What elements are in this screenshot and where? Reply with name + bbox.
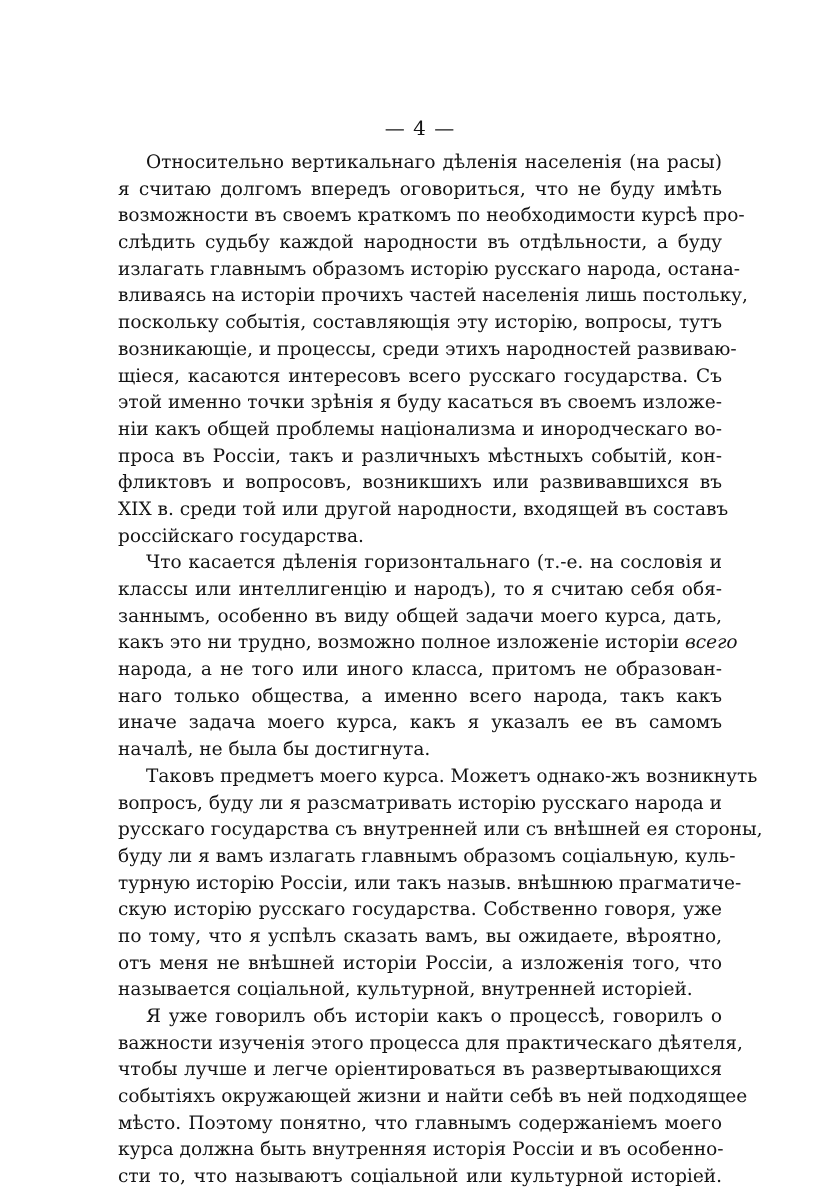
text-line: ніи какъ общей проблемы націонализма и инородческаго во- (118, 418, 722, 440)
text-line: называется соціальной, культурной, внутренней исторіей. (118, 979, 693, 1001)
text-line: проса въ Россіи, такъ и различныхъ мѣстныхъ событій, кон- (118, 445, 722, 467)
text-line: XIX в. среди той или другой народности, входящей въ составъ (118, 498, 729, 520)
italic-word: всего (685, 632, 738, 654)
text-line: поскольку событія, составляющія эту исторію, вопросы, тутъ (118, 312, 722, 334)
text-line: скую исторію русскаго государства. Собственно говоря, уже (118, 899, 722, 921)
text-line: по тому, что я успѣлъ сказать вамъ, вы ожидаете, вѣроятно, (118, 925, 722, 947)
paragraph-3 (118, 764, 763, 1004)
text-line: важности изученія этого процесса для практическаго дѣятеля, (118, 1032, 743, 1054)
text-line: возможности въ своемъ краткомъ по необходимости курсѣ про- (118, 205, 745, 227)
text-line: классы или интеллигенцію и народъ), то я считаю себя обя- (118, 579, 722, 600)
text-segment: какъ это ни трудно, возможно полное изложеніе исторіи (118, 632, 680, 654)
text-line: вопросъ, буду ли я разсматривать исторію русскаго народа и (118, 792, 722, 814)
text-line: Таковъ предметъ моего курса. Можетъ однако-жъ возникнуть (146, 765, 758, 787)
text-line: курса должна быть внутренняя исторія Россіи и въ особенно- (118, 1139, 724, 1161)
paragraph-4 (118, 1004, 748, 1191)
paragraph-2 (118, 550, 738, 764)
text-line: вливаясь на исторіи прочихъ частей населенія лишь постольку, (118, 285, 748, 307)
text-line: заннымъ, особенно въ виду общей задачи моего курса, дать, (118, 605, 722, 627)
text-line: буду ли я вамъ излагать главнымъ образомъ соціальную, куль- (118, 845, 736, 867)
text-line: слѣдить судьбу каждой народности въ отдѣльности, а буду (118, 232, 722, 254)
text-line: россійскаго государства. (118, 525, 364, 547)
text-body (118, 150, 763, 1191)
page-number: — 4 — (384, 116, 456, 140)
text-line-with-italic (118, 630, 738, 657)
text-line: иначе задача моего курса, какъ я указалъ ее въ самомъ (118, 712, 722, 734)
text-line: фликтовъ и вопросовъ, возникшихъ или развивавшихся въ (118, 472, 722, 494)
text-line: этой именно точки зрѣнія я буду касаться въ своемъ изложе- (118, 392, 722, 414)
paragraph-1 (118, 150, 748, 550)
text-line: наго только общества, а именно всего народа, такъ какъ (118, 685, 722, 707)
text-line: турную исторію Россіи, или такъ назыв. внѣшнюю прагматиче- (118, 872, 742, 894)
text-line: Что касается дѣленія горизонтальнаго (т.-е. на сословія и (146, 552, 722, 574)
text-line: щіеся, касаются интересовъ всего русскаго государства. Съ (118, 365, 722, 387)
text-line: излагать главнымъ образомъ исторію русскаго народа, остана- (118, 258, 740, 280)
text-line: народа, а не того или иного класса, притомъ не образован- (118, 659, 722, 681)
text-line: Я уже говорилъ объ исторіи какъ о процессѣ, говорилъ о (146, 1006, 722, 1027)
text-line: событіяхъ окружающей жизни и найти себѣ въ ней подходящее (118, 1086, 748, 1108)
text-line: чтобы лучше и легче оріентироваться въ развертывающихся (118, 1059, 722, 1081)
text-line: мѣсто. Поэтому понятно, что главнымъ содержаніемъ моего (118, 1112, 722, 1134)
text-line: сти то, что называютъ соціальной или культурной исторіей. (118, 1166, 722, 1188)
text-line: возникающіе, и процессы, среди этихъ народностей развиваю- (118, 338, 737, 360)
text-line: Относительно вертикальнаго дѣленія населенія (на расы) (146, 152, 722, 173)
text-line: отъ меня не внѣшней исторіи Россіи, а изложенія того, что (118, 952, 722, 974)
text-line: я считаю долгомъ впередъ оговориться, что не буду имѣть (118, 178, 722, 200)
text-line: русскаго государства съ внутренней или съ внѣшней ея стороны, (118, 819, 763, 841)
text-line: началѣ, не была бы достигнута. (118, 739, 431, 761)
